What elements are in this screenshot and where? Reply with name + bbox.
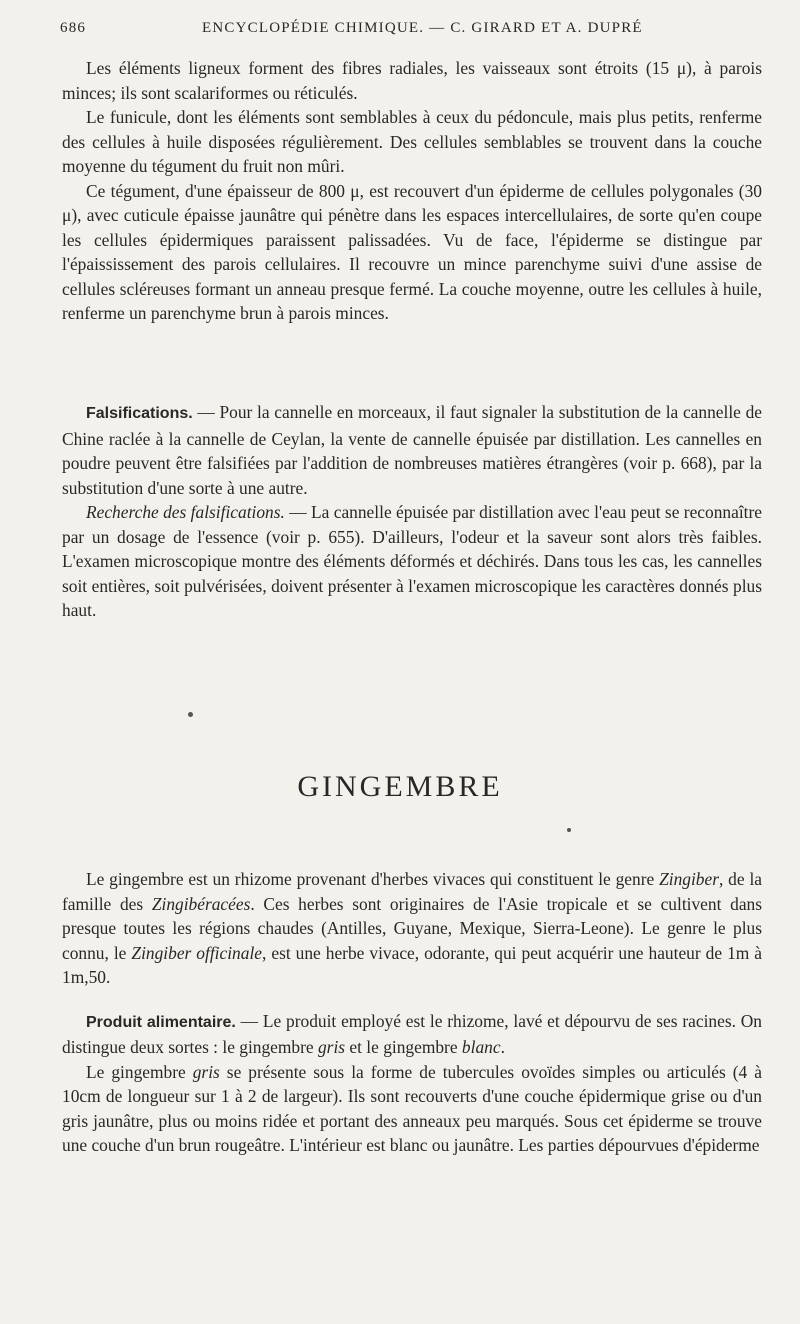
falsifications-heading: Falsifications. bbox=[86, 405, 193, 422]
term-gris: gris bbox=[317, 1037, 346, 1057]
continued-text-block bbox=[62, 56, 762, 326]
intro-text: , de la famille des bbox=[62, 869, 762, 914]
family-name: Zingibéracées bbox=[151, 893, 251, 914]
term-gris: gris bbox=[192, 1061, 220, 1082]
paragraph-gingembre-intro bbox=[62, 867, 762, 990]
gingembre-section bbox=[62, 867, 762, 1158]
paragraph-recherche bbox=[62, 500, 762, 623]
gris-text: Le gingembre bbox=[86, 1061, 193, 1082]
recherche-text: — La cannelle épuisée par distillation avec l'eau peut se reconnaître par un dosage de l'essence (voir p. 655). D'ailleurs, l'odeur et la saveur sont alors très faibles. L'examen microscopique montre des éléments déformés et déchirés. Dans tous les cas, les cannelles soit entières, soit pulvérisées, doivent présenter à l'examen microscopique les caractères donnés plus haut. bbox=[62, 502, 762, 620]
print-speck bbox=[188, 712, 193, 717]
produit-text: — Le produit employé est le rhizome, lavé et dépourvu de ses racines. On distingue deux sortes : le gingembre bbox=[62, 1010, 762, 1057]
term-blanc: blanc bbox=[461, 1037, 501, 1057]
intro-text: , est une herbe vivace, odorante, qui peut acquérir une hauteur de 1m à 1m,50. bbox=[62, 942, 763, 987]
paragraph-falsifications bbox=[62, 400, 762, 500]
produit-text: . bbox=[500, 1037, 505, 1057]
intro-text: . Ces herbes sont originaires de l'Asie tropicale et se cultivent dans presque toutes les régions chaudes (Antilles, Guyane, Mexique, Sierra-Leone). Le genre le plus connu, le bbox=[62, 893, 762, 963]
falsifications-section bbox=[62, 400, 762, 623]
paragraph-ligneux: Les éléments ligneux forment des fibres radiales, les vaisseaux sont étroits (15 μ), à parois minces; ils sont scalariformes ou réticulés. bbox=[62, 58, 762, 103]
produit-heading: Produit alimentaire. bbox=[86, 1013, 236, 1031]
paragraph-funicule: Le funicule, dont les éléments sont semblables à ceux du pédoncule, mais plus petits, renferme des cellules à huile disposées régulièrement. Des cellules semblables se trouvent dans la couche moyenne du tégument du fruit non mûri. bbox=[62, 107, 762, 176]
paragraph-tegument: Ce tégument, d'une épaisseur de 800 μ, est recouvert d'un épiderme de cellules polygonales (30 μ), avec cuticule épaisse jaunâtre qui pénètre dans les espaces intercellulaires, de sorte qu'en coupe les cellules épidermiques paraissent palissadées. Vu de face, l'épiderme se distingue par l'épaississement des parois cellulaires. Il recouvre un mince parenchyme suivi d'une assise de cellules scléreuses formant un anneau presque fermé. La couche moyenne, outre les cellules à huile, renferme un parenchyme brun à parois minces. bbox=[62, 180, 762, 323]
section-title: GINGEMBRE bbox=[297, 770, 503, 803]
recherche-heading: Recherche des falsifications. bbox=[86, 502, 285, 522]
produit-text: et le gingembre bbox=[345, 1037, 462, 1057]
genus-name: Zingiber bbox=[659, 869, 719, 889]
paragraph-produit-alimentaire bbox=[62, 1009, 762, 1060]
intro-text: Le gingembre est un rhizome provenant d'herbes vivaces qui constituent le genre bbox=[86, 869, 660, 889]
species-name: Zingiber officinale bbox=[131, 942, 262, 963]
page-number: 686 bbox=[60, 20, 87, 36]
falsifications-text: — Pour la cannelle en morceaux, il faut signaler la substitution de la cannelle de Chine raclée à la cannelle de Ceylan, la vente de cannelle épuisée par distillation. Les cannelles en poudre peuvent être falsifiées par l'addition de nombreuses matières étrangères (voir p. 668), par la substitution d'une sorte à une autre. bbox=[62, 402, 762, 498]
paragraph-gingembre-gris bbox=[62, 1060, 762, 1158]
print-speck bbox=[567, 828, 571, 832]
gris-text: se présente sous la forme de tubercules ovoïdes simples ou articulés (4 à 10cm de longueur sur 1 à 2 de largeur). Ils sont recouverts d'une couche épidermique grise ou d'un gris jaunâtre, plus ou moins ridée et portant des anneaux peu marqués. Sous cet épiderme se trouve une couche d'un brun rougeâtre. L'intérieur est blanc ou jaunâtre. Les parties dépourvues d'épiderme bbox=[62, 1061, 762, 1155]
running-head: ENCYCLOPÉDIE CHIMIQUE. — C. GIRARD ET A. DUPRÉ bbox=[202, 20, 643, 36]
